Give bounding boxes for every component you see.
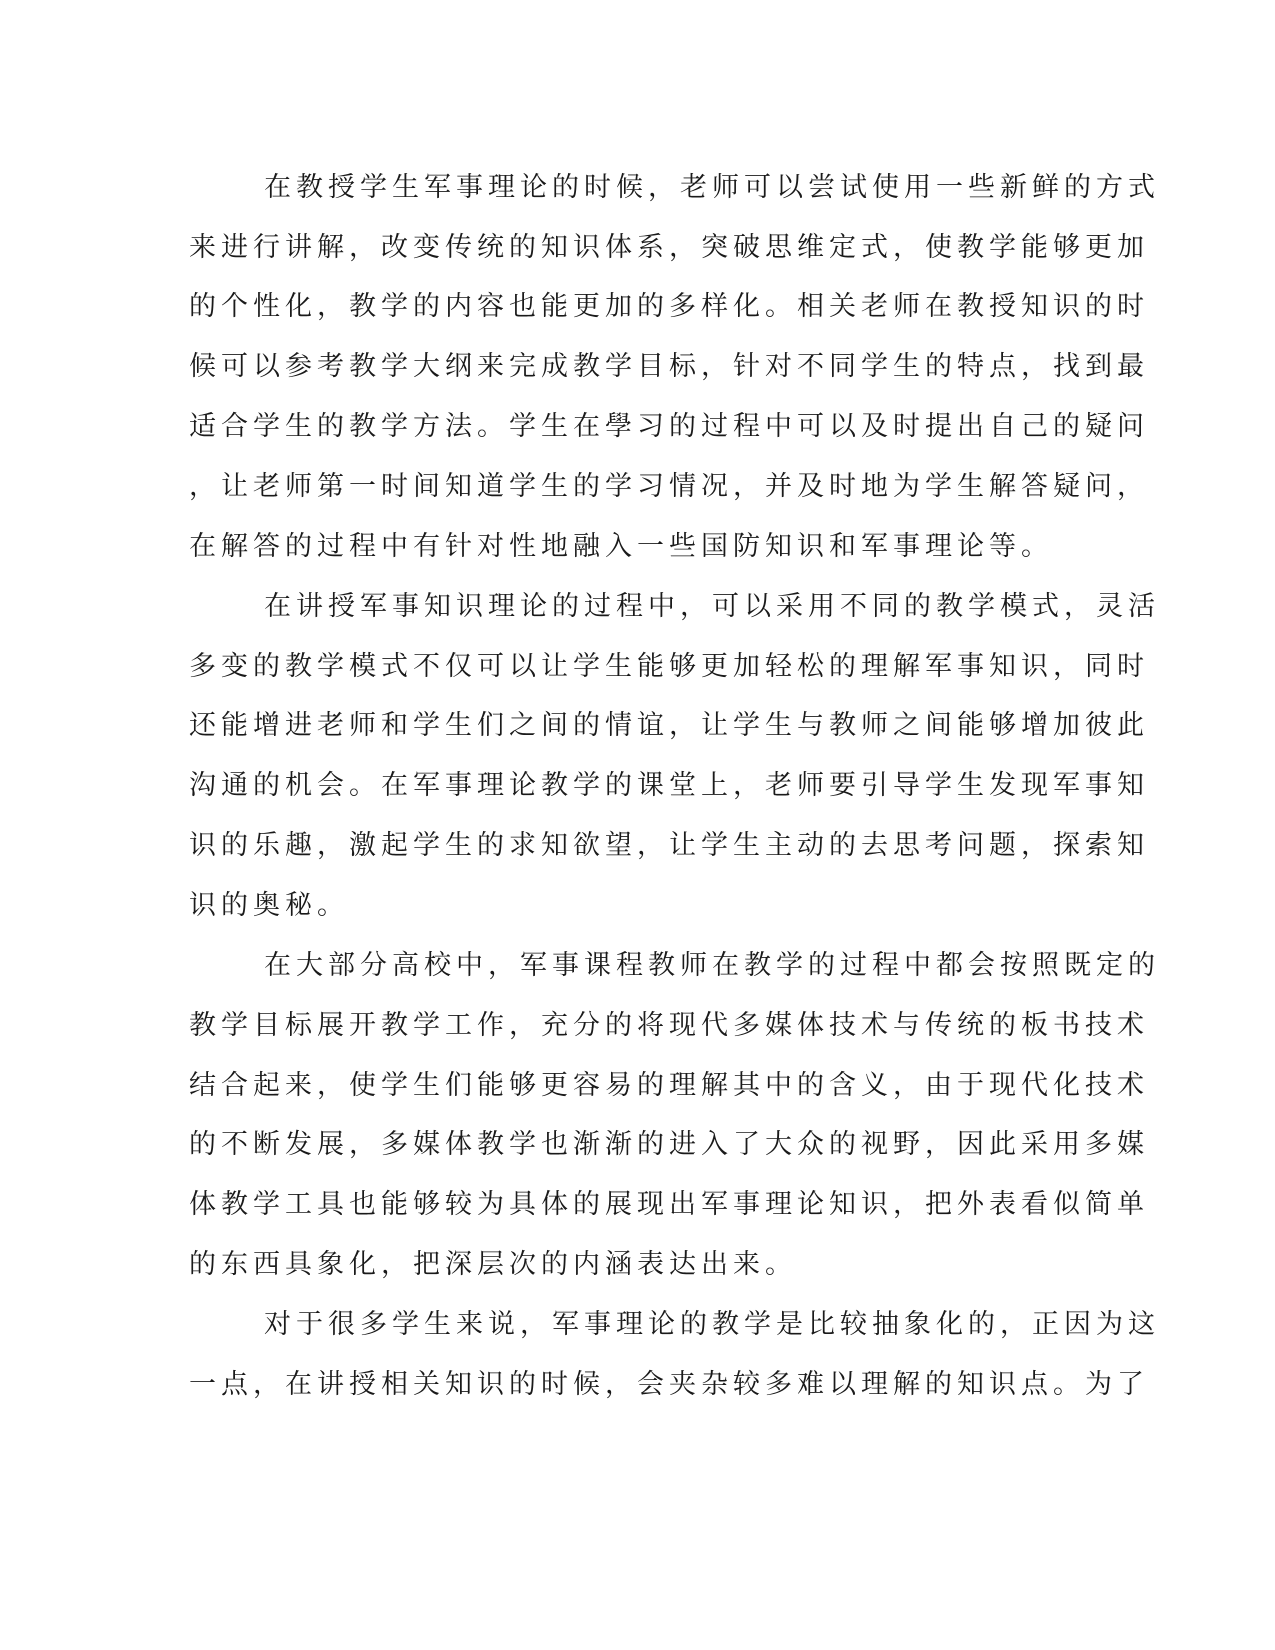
text-line: 适合学生的教学方法。学生在學习的过程中可以及时提出自己的疑问 — [189, 411, 1149, 442]
text-line: 体教学工具也能够较为具体的展现出军事理论知识，把外表看似简单 — [189, 1189, 1149, 1220]
text-line: 结合起来，使学生们能够更容易的理解其中的含义，由于现代化技术 — [189, 1070, 1149, 1101]
text-line: 在解答的过程中有针对性地融入一些国防知识和军事理论等。 — [189, 531, 1053, 562]
text-line: 教学目标展开教学工作，充分的将现代多媒体技术与传统的板书技术 — [189, 1010, 1149, 1041]
text-line: 还能增进老师和学生们之间的情谊，让学生与教师之间能够增加彼此 — [189, 710, 1149, 741]
text-line: 候可以参考教学大纲来完成教学目标，针对不同学生的特点，找到最 — [189, 351, 1149, 382]
text-line: 对于很多学生来说，军事理论的教学是比较抽象化的，正因为这 — [264, 1309, 1160, 1340]
text-line: 的东西具象化，把深层次的内涵表达出来。 — [189, 1249, 797, 1280]
text-line: ，让老师第一时间知道学生的学习情况，并及时地为学生解答疑问， — [189, 471, 1149, 502]
text-line: 在教授学生军事理论的时候，老师可以尝试使用一些新鲜的方式 — [264, 172, 1160, 203]
text-line: 来进行讲解，改变传统的知识体系，突破思维定式，使教学能够更加 — [189, 232, 1149, 263]
text-line: 识的奥秘。 — [189, 890, 349, 921]
text-line: 在讲授军事知识理论的过程中，可以采用不同的教学模式，灵活 — [264, 591, 1160, 622]
text-line: 一点，在讲授相关知识的时候，会夹杂较多难以理解的知识点。为了 — [189, 1369, 1149, 1400]
text-line: 的不断发展，多媒体教学也渐渐的进入了大众的视野，因此采用多媒 — [189, 1129, 1149, 1160]
text-line: 的个性化，教学的内容也能更加的多样化。相关老师在教授知识的时 — [189, 291, 1149, 322]
text-line: 多变的教学模式不仅可以让学生能够更加轻松的理解军事知识，同时 — [189, 651, 1149, 682]
text-line: 沟通的机会。在军事理论教学的课堂上，老师要引导学生发现军事知 — [189, 770, 1149, 801]
text-line: 识的乐趣，激起学生的求知欲望，让学生主动的去思考问题，探索知 — [189, 830, 1149, 861]
text-line: 在大部分高校中，军事课程教师在教学的过程中都会按照既定的 — [264, 950, 1160, 981]
